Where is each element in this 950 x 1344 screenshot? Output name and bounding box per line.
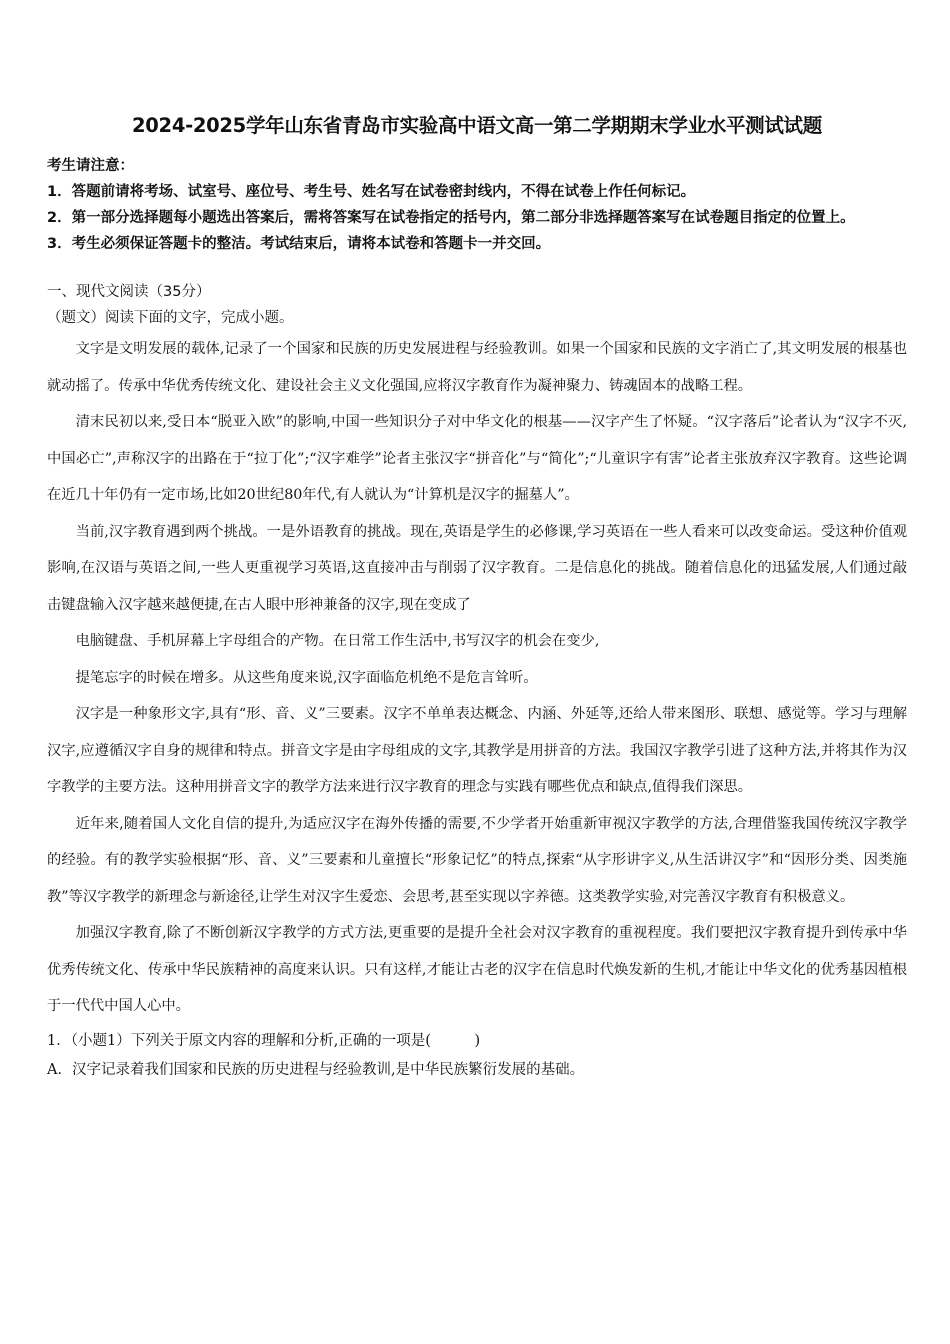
reading-passage xyxy=(47,331,907,1025)
notice-item: 3．考生必须保证答题卡的整洁。考试结束后，请将本试卷和答题卡一并交回。 xyxy=(47,236,551,252)
passage-paragraph: 加强汉字教育,除了不断创新汉字教学的方式方法,更重要的是提升全社会对汉字教育的重视程度。我们要把汉字教育提升到传承中华优秀传统文化、传承中华民族精神的高度来认识。只有这样,才能让古老的汉字在信息时代焕发新的生机,才能让中华文化的优秀基因植根于一代代中国人心中。 xyxy=(47,925,907,1014)
notice-block xyxy=(47,153,907,257)
passage-paragraph: 当前,汉字教育遇到两个挑战。一是外语教育的挑战。现在,英语是学生的必修课,学习英语在一些人看来可以改变命运。受这种价值观影响,在汉语与英语之间,一些人更重视学习英语,这直接冲击与削弱了汉字教育。二是信息化的挑战。随着信息化的迅猛发展,人们通过敲击键盘输入汉字越来越便捷,在古人眼中形神兼备的汉字,现在变成了 xyxy=(47,523,907,613)
passage-paragraph: 清末民初以来,受日本“脱亚入欧”的影响,中国一些知识分子对中华文化的根基——汉字产生了怀疑。“汉字落后”论者认为“汉字不灭,中国必亡”,声称汉字的出路在于“拉丁化”;“汉字难学”论者主张汉字“拼音化”与“简化”;“儿童识字有害”论者主张放弃汉字教育。这些论调在近几十年仍有一定市场,比如20世纪80年代,有人就认为“计算机是汉字的掘墓人”。 xyxy=(47,414,907,503)
question-stem: 1．（小题1）下列关于原文内容的理解和分析,正确的一项是( ) xyxy=(47,1032,481,1049)
passage-paragraph: 电脑键盘、手机屏幕上字母组合的产物。在日常工作生活中,书写汉字的机会在变少, xyxy=(75,633,600,649)
question-option: A．汉字记录着我们国家和民族的历史进程与经验教训,是中华民族繁衍发展的基础。 xyxy=(47,1061,585,1078)
notice-item: 1．答题前请将考场、试室号、座位号、考生号、姓名写在试卷密封线内，不得在试卷上作任何标记。 xyxy=(47,184,696,200)
passage-paragraph: 提笔忘字的时候在增多。从这些角度来说,汉字面临危机绝不是危言耸听。 xyxy=(75,669,538,686)
notice-item: 2．第一部分选择题每小题选出答案后，需将答案写在试卷指定的括号内，第二部分非选择题答案写在试卷题目指定的位置上。 xyxy=(47,210,855,226)
passage-paragraph: 汉字是一种象形文字,具有“形、音、义”三要素。汉字不单单表达概念、内涵、外延等,还给人带来图形、联想、感觉等。学习与理解汉字,应遵循汉字自身的规律和特点。拼音文字是由字母组成的文字,其教学是用拼音的方法。我国汉字教学引进了这种方法,并将其作为汉字教学的主要方法。这种用拼音文字的教学方法来进行汉字教育的理念与实践有哪些优点和缺点,值得我们深思。 xyxy=(47,706,907,795)
exam-title: 2024-2025学年山东省青岛市实验高中语文高一第二学期期末学业水平测试试题 xyxy=(132,114,822,137)
passage-paragraph: 近年来,随着国人文化自信的提升,为适应汉字在海外传播的需要,不少学者开始重新审视汉字教学的方法,合理借鉴我国传统汉字教学的经验。有的教学实验根据“形、音、义”三要素和儿童擅长“形象记忆”的特点,探索“从字形讲字义,从生活讲汉字”和“因形分类、因类施教”等汉字教学的新理念与新途径,让学生对汉字生爱恋、会思考,甚至实现以字养德。这类教学实验,对完善汉字教育有积极意义。 xyxy=(47,815,907,905)
passage-paragraph: 文字是文明发展的载体,记录了一个国家和民族的历史发展进程与经验教训。如果一个国家和民族的文字消亡了,其文明发展的根基也就动摇了。传承中华优秀传统文化、建设社会主义文化强国,应将汉字教育作为凝神聚力、铸魂固本的战略工程。 xyxy=(47,341,907,394)
notice-heading: 考生请注意： xyxy=(47,158,134,174)
section-prompt: （题文）阅读下面的文字，完成小题。 xyxy=(47,310,294,326)
exam-page xyxy=(47,110,907,1085)
section-heading: 一、现代文阅读（35分） xyxy=(47,284,211,300)
